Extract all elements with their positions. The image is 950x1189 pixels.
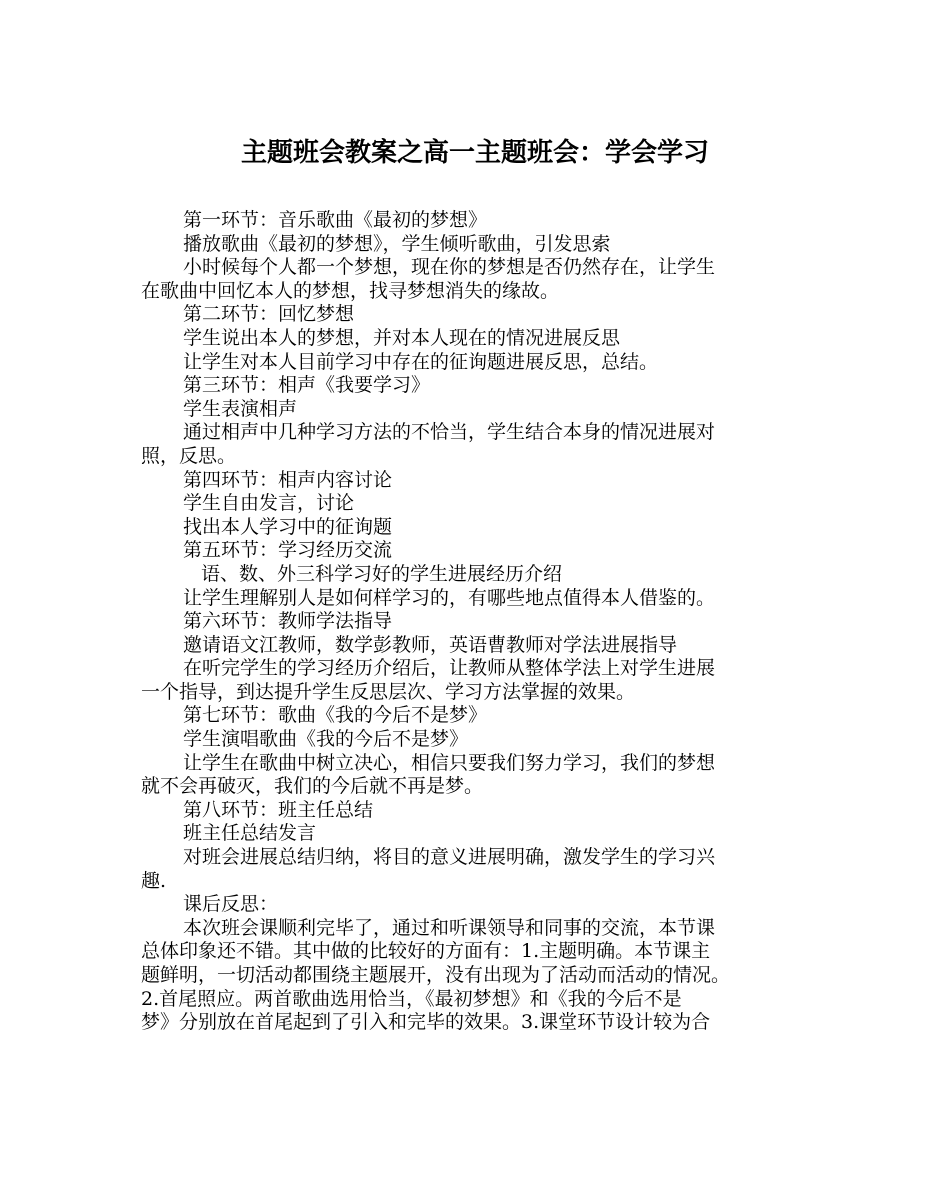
paragraph-line: 趣.	[141, 869, 167, 892]
paragraph-line: 一个指导，到达提升学生反思层次、学习方法掌握的效果。	[141, 680, 636, 703]
paragraph-line: 梦》分别放在首尾起到了引入和完毕的效果。3.课堂环节设计较为合	[141, 1011, 711, 1034]
paragraph-line: 第三环节：相声《我要学习》	[183, 374, 431, 397]
paragraph-line: 学生演唱歌曲《我的今后不是梦》	[183, 728, 469, 751]
paragraph-line: 在听完学生的学习经历介绍后，让教师从整体学法上对学生进展	[183, 657, 716, 680]
paragraph-line: 第四环节：相声内容讨论	[183, 468, 393, 491]
paragraph-line: 播放歌曲《最初的梦想》，学生倾听歌曲，引发思索	[183, 232, 611, 255]
paragraph-line: 本次班会课顺利完毕了，通过和听课领导和同事的交流，本节课	[183, 916, 716, 939]
paragraph-line: 第八环节：班主任总结	[183, 798, 374, 821]
paragraph-line: 让学生在歌曲中树立决心，相信只要我们努力学习，我们的梦想	[183, 751, 716, 774]
paragraph-line: 第五环节：学习经历交流	[183, 539, 393, 562]
paragraph-line: 班主任总结发言	[183, 822, 317, 845]
paragraph-line: 就不会再破灭，我们的今后就不再是梦。	[141, 775, 484, 798]
paragraph-line: 2.首尾照应。两首歌曲选用恰当，《最初梦想》和《我的今后不是	[141, 987, 682, 1010]
paragraph-line: 通过相声中几种学习方法的不恰当，学生结合本身的情况进展对	[183, 421, 716, 444]
paragraph-line: 在歌曲中回忆本人的梦想，找寻梦想消失的缘故。	[141, 279, 560, 302]
paragraph-line: 找出本人学习中的征询题	[183, 515, 393, 538]
paragraph-line: 邀请语文江教师，数学彭教师，英语曹教师对学法进展指导	[183, 633, 678, 656]
paragraph-line: 第一环节：音乐歌曲《最初的梦想》	[183, 209, 488, 231]
paragraph-line: 第七环节：歌曲《我的今后不是梦》	[183, 704, 488, 727]
paragraph-line: 第二环节：回忆梦想	[183, 303, 355, 326]
paragraph-line: 让学生对本人目前学习中存在的征询题进展反思，总结。	[183, 350, 659, 373]
paragraph-line: 小时候每个人都一个梦想，现在你的梦想是否仍然存在，让学生	[183, 256, 716, 279]
paragraph-line: 语、数、外三科学习好的学生进展经历介绍	[201, 562, 563, 585]
paragraph-line: 第六环节：教师学法指导	[183, 610, 393, 633]
paragraph-line: 课后反思：	[183, 893, 279, 916]
paragraph-line: 让学生理解别人是如何样学习的，有哪些地点值得本人借鉴的。	[183, 586, 716, 609]
paragraph-line: 学生说出本人的梦想，并对本人现在的情况进展反思	[183, 326, 621, 349]
paragraph-line: 照，反思。	[141, 444, 237, 467]
paragraph-line: 学生表演相声	[183, 397, 298, 420]
paragraph-line: 对班会进展总结归纳，将目的意义进展明确，激发学生的学习兴	[183, 846, 716, 869]
document-title: 主题班会教案之高一主题班会：学会学习	[240, 138, 709, 168]
document-body	[141, 209, 813, 1035]
paragraph-line: 总体印象还不错。其中做的比较好的方面有：1.主题明确。本节课主	[141, 940, 711, 963]
paragraph-line: 学生自由发言，讨论	[183, 492, 355, 515]
paragraph-line: 题鲜明，一切活动都围绕主题展开，没有出现为了活动而活动的情况。	[141, 964, 731, 986]
